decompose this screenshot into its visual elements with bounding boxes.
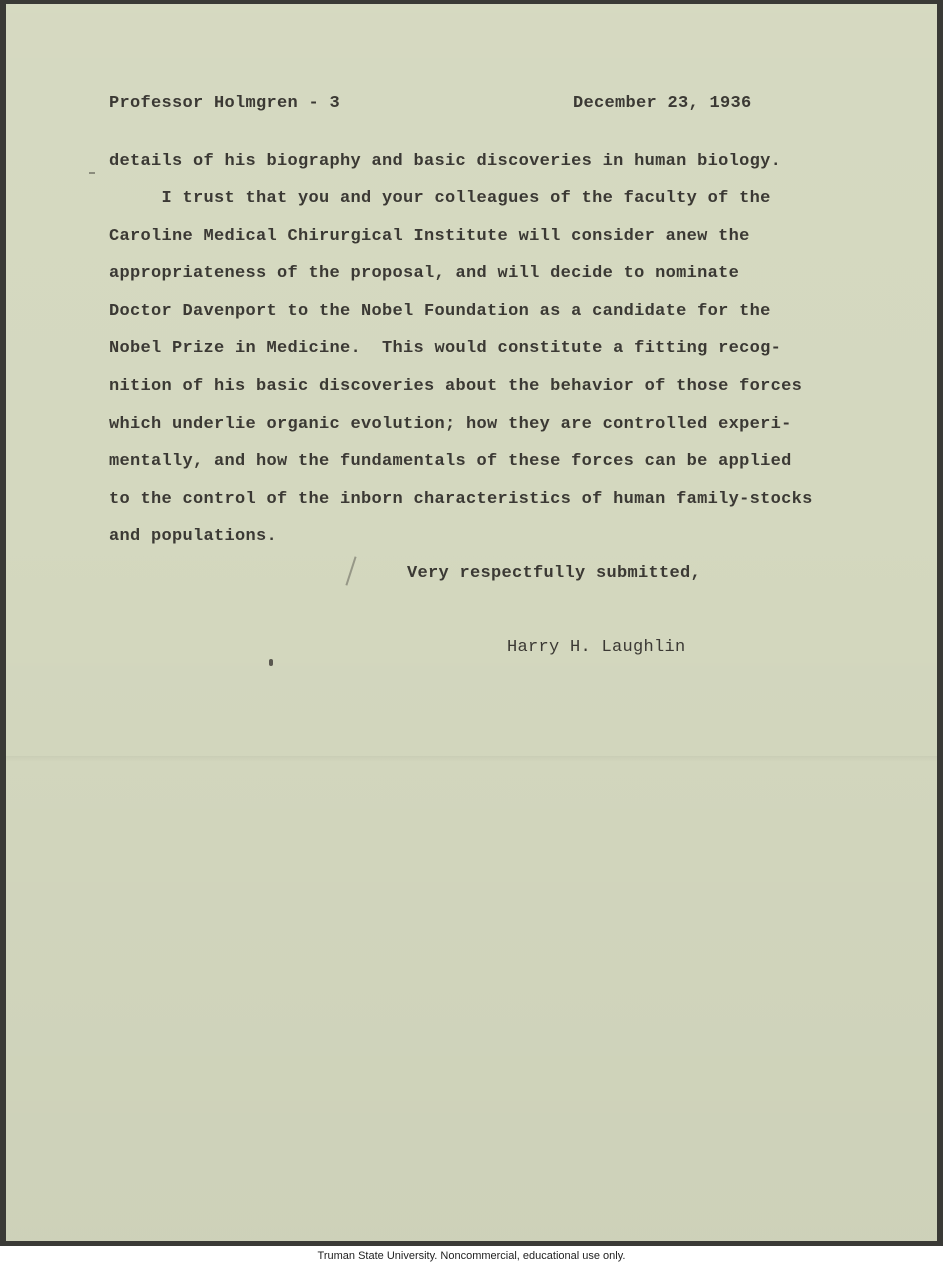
body-line: and populations. [109,527,278,546]
signature-name: Harry H. Laughlin [507,638,686,657]
body-line: mentally, and how the fundamentals of these forces can be applied [109,452,792,471]
pencil-mark [345,556,356,585]
body-line: Doctor Davenport to the Nobel Foundation as a candidate for the [109,302,771,321]
ink-dot [269,659,273,666]
letter-page [6,4,937,1241]
body-line: Nobel Prize in Medicine. This would constitute a fitting recog- [109,339,782,358]
body-line: details of his biography and basic discoveries in human biology. [109,152,782,171]
footer-credit: Truman State University. Noncommercial, educational use only. [317,1250,626,1262]
body-line: I trust that you and your colleagues of the faculty of the [109,189,771,208]
page-header-date: December 23, 1936 [573,94,752,113]
margin-mark [89,172,95,174]
body-line: nition of his basic discoveries about the behavior of those forces [109,377,803,396]
paper-fold [6,756,937,762]
body-line: to the control of the inborn characteristics of human family-stocks [109,490,813,509]
closing-line: Very respectfully submitted, [407,564,702,583]
page-header-recipient: Professor Holmgren - 3 [109,94,341,113]
body-line: Caroline Medical Chirurgical Institute will consider anew the [109,227,750,246]
body-line: appropriateness of the proposal, and will decide to nominate [109,264,740,283]
body-line: which underlie organic evolution; how they are controlled experi- [109,415,792,434]
